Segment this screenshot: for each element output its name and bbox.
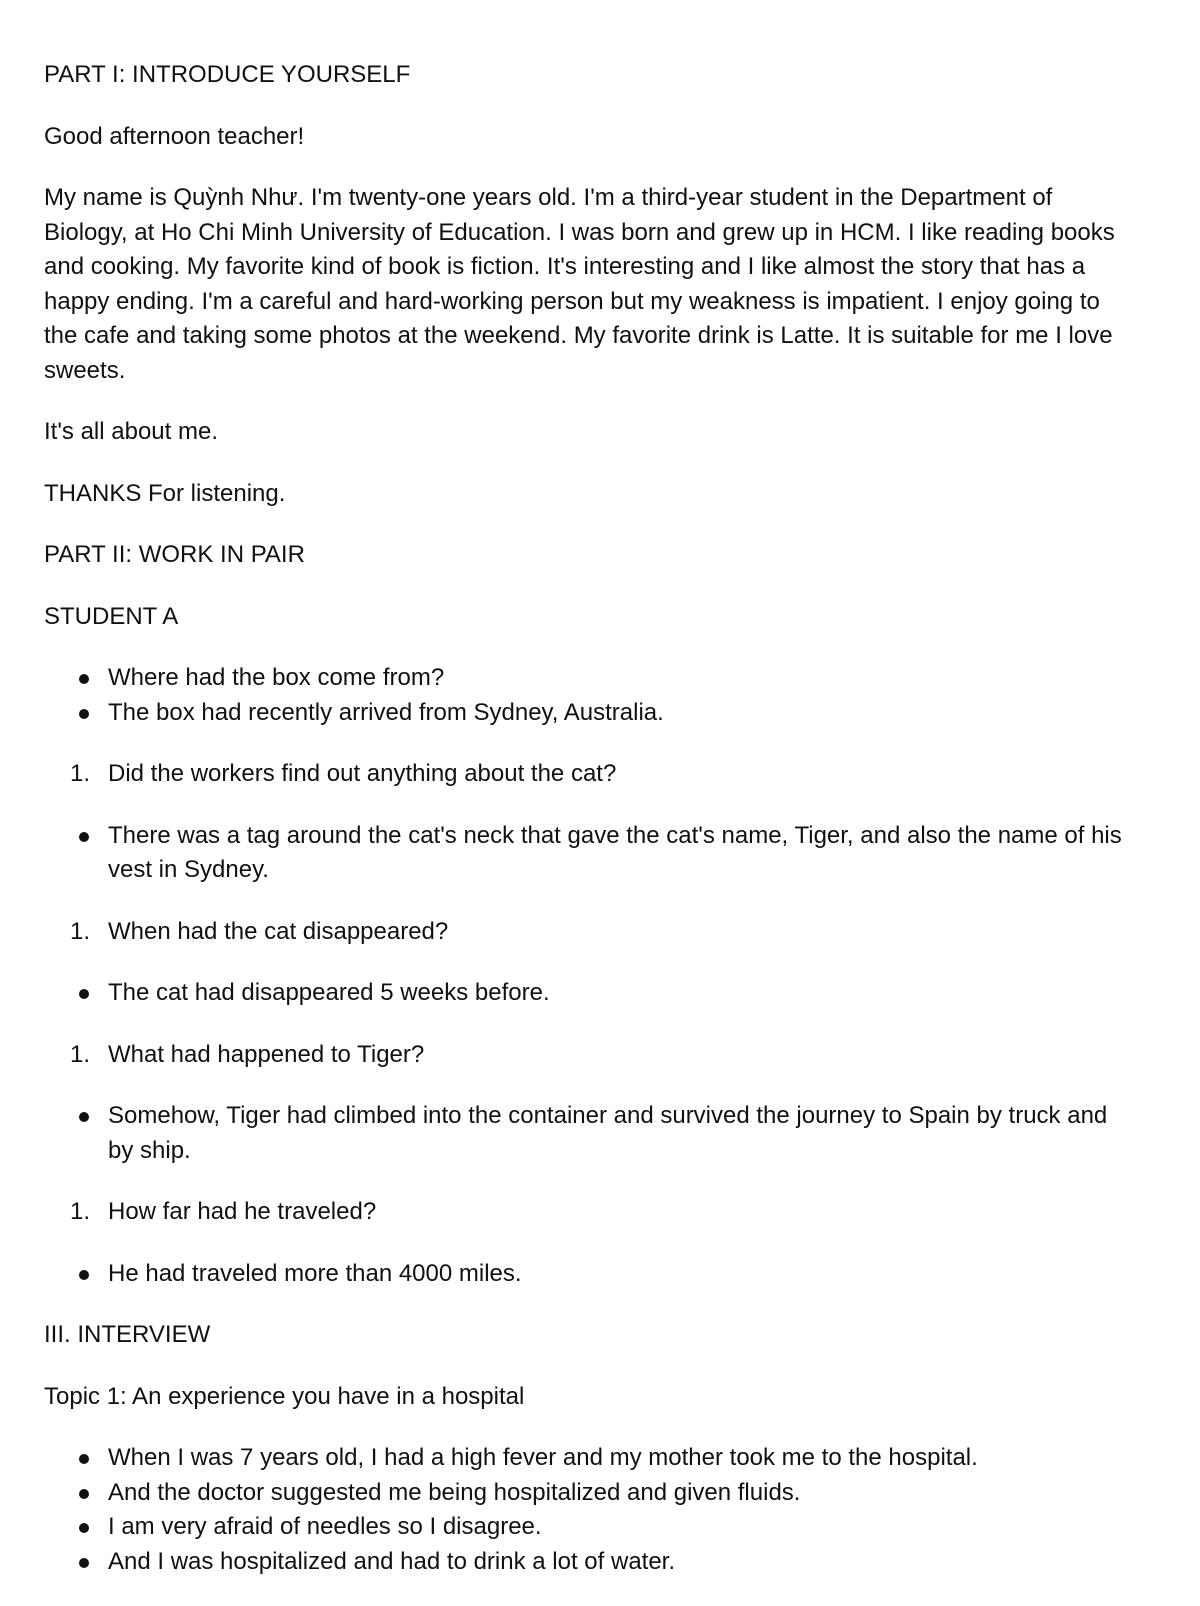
- answer-item: The cat had disappeared 5 weeks before.: [108, 976, 1124, 1011]
- question-item: [70, 757, 1124, 792]
- question-list: [44, 1195, 1124, 1230]
- question-list: [44, 915, 1124, 950]
- answer-item: Somehow, Tiger had climbed into the container and survived the journey to Spain by truck and by ship.: [108, 1099, 1124, 1168]
- list-item: When I was 7 years old, I had a high fever and my mother took me to the hospital.: [108, 1441, 1124, 1476]
- question-list: [44, 757, 1124, 792]
- question-text: When had the cat disappeared?: [108, 917, 449, 945]
- greeting: Good afternoon teacher!: [44, 122, 305, 150]
- question-text: What had happened to Tiger?: [108, 1040, 425, 1068]
- question-text: Did the workers find out anything about the cat?: [108, 760, 617, 787]
- answer-item: There was a tag around the cat's neck that gave the cat's name, Tiger, and also the name of his vest in Sydney.: [108, 819, 1124, 888]
- question-item: [70, 1038, 1124, 1073]
- document-page: [44, 58, 1124, 1606]
- intro-bullet-list: [44, 661, 1124, 730]
- question-text: How far had he traveled?: [108, 1198, 377, 1225]
- question-number: 1.: [70, 917, 91, 945]
- interview-bullet-list: [44, 1441, 1124, 1579]
- answer-list: [44, 1257, 1124, 1292]
- list-item: And the doctor suggested me being hospitalized and given fluids.: [108, 1476, 1124, 1511]
- intro-paragraph: My name is Quỳnh Như. I'm twenty-one years old. I'm a third-year student in the Department of Biology, at Ho Chi Minh University of Education. I was born and grew up in HCM. I like reading books and cooking. My favorite kind of book is fiction. It's interesting and I like almost the story that has a happy ending. I'm a careful and hard-working person but my weakness is impatient. I enjoy going to the cafe and taking some photos at the weekend. My favorite drink is Latte. It is suitable for me I love sweets.: [44, 184, 1115, 384]
- question-item: [70, 1195, 1124, 1230]
- question-number: 1.: [70, 760, 91, 787]
- student-label: STUDENT A: [44, 602, 179, 630]
- question-item: [70, 915, 1124, 950]
- question-list: [44, 1038, 1124, 1073]
- answer-list: [44, 819, 1124, 888]
- thanks-line: THANKS For listening.: [44, 479, 286, 507]
- answer-list: [44, 976, 1124, 1011]
- list-item: And I was hospitalized and had to drink a lot of water.: [108, 1545, 1124, 1580]
- topic-line: Topic 1: An experience you have in a hospital: [44, 1382, 525, 1410]
- question-number: 1.: [70, 1040, 91, 1068]
- list-item: Where had the box come from?: [108, 661, 1124, 696]
- part1-heading: PART I: INTRODUCE YOURSELF: [44, 61, 411, 88]
- part2-heading: PART II: WORK IN PAIR: [44, 541, 305, 568]
- list-item: I am very afraid of needles so I disagree.: [108, 1510, 1124, 1545]
- answer-item: He had traveled more than 4000 miles.: [108, 1257, 1124, 1292]
- question-number: 1.: [70, 1198, 91, 1225]
- list-item: The box had recently arrived from Sydney, Australia.: [108, 696, 1124, 731]
- closing-line: It's all about me.: [44, 418, 218, 445]
- part3-heading: III. INTERVIEW: [44, 1321, 211, 1348]
- answer-list: [44, 1099, 1124, 1168]
